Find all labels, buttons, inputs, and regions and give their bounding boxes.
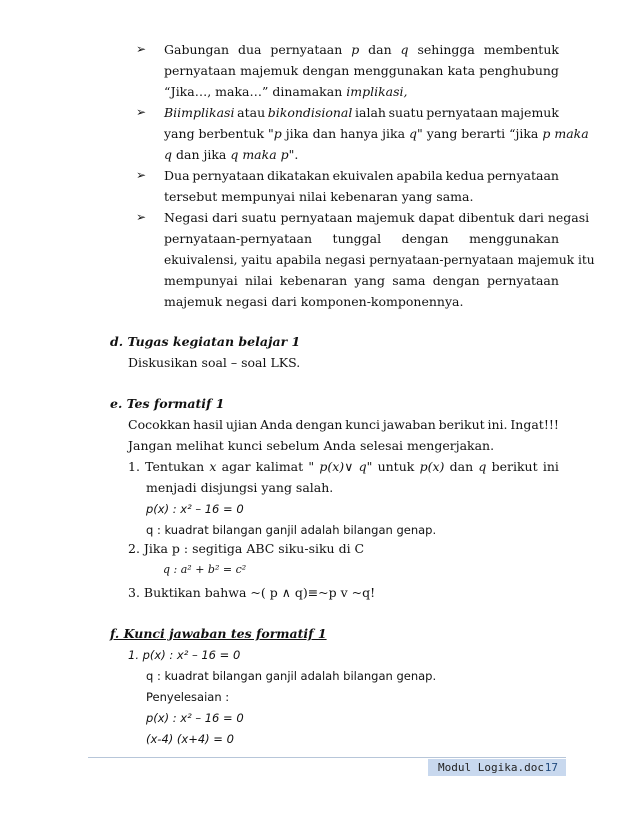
section-e-intro-2: Jangan melihat kunci sebelum Anda selesai mengerjakan.: [128, 438, 495, 453]
section-d-heading: d. Tugas kegiatan belajar 1: [110, 334, 301, 349]
bullet-2-line-2: yang berbentuk "p jika dan hanya jika q" yang berarti “jika p maka: [164, 126, 589, 141]
page-footer: [428, 759, 566, 776]
answer-line-4: p(x) : x² – 16 = 0: [146, 711, 244, 725]
bullet-4-line-1: Negasi dari suatu pernyataan majemuk dapat dibentuk dari negasi: [164, 210, 590, 225]
bullet-2-line-1: Biimplikasi atau bikondisional ialah suatu pernyataan majemuk: [164, 105, 559, 120]
bullet-3-line-2: tersebut mempunyai nilai kebenaran yang sama.: [164, 189, 474, 204]
footer-rule: [88, 757, 566, 758]
arrowhead-bullet-icon: ➢: [136, 210, 147, 224]
arrowhead-bullet-icon: ➢: [136, 105, 147, 119]
bullet-2-line-3: q dan jika q maka p".: [164, 147, 299, 162]
answer-line-1: 1. p(x) : x² – 16 = 0: [128, 648, 241, 662]
bullet-3-line-1: Dua pernyataan dikatakan ekuivalen apabila kedua pernyataan: [164, 168, 559, 183]
section-e-heading: e. Tes formatif 1: [110, 396, 225, 411]
question-3: 3. Buktikan bahwa ~( p ∧ q)≡~p v ~q!: [128, 585, 376, 600]
bullet-4-line-5: majemuk negasi dari komponen-komponennya.: [164, 294, 464, 309]
answer-line-2: q : kuadrat bilangan ganjil adalah bilangan genap.: [146, 669, 437, 683]
section-d-text: Diskusikan soal – soal LKS.: [128, 355, 301, 370]
footer-label: Modul Logika.doc: [438, 761, 544, 774]
answer-line-5: (x-4) (x+4) = 0: [146, 732, 234, 746]
page-number: 17: [544, 761, 558, 774]
answer-line-3: Penyelesaian :: [146, 690, 230, 704]
bullet-4-line-4: mempunyai nilai kebenaran yang sama dengan pernyataan: [164, 273, 559, 288]
arrowhead-bullet-icon: ➢: [136, 42, 147, 56]
question-1-line-1: 1. Tentukan x agar kalimat " p(x)∨ q" untuk p(x) dan q berikut ini: [128, 459, 559, 474]
arrowhead-bullet-icon: ➢: [136, 168, 147, 182]
question-1-q: q : kuadrat bilangan ganjil adalah bilangan genap.: [146, 523, 437, 537]
bullet-1-line-3: “Jika…, maka…” dinamakan implikasi,: [164, 84, 408, 99]
section-f-heading: f. Kunci jawaban tes formatif 1: [110, 626, 327, 641]
question-2-p: 2. Jika p : segitiga ABC siku-siku di C: [128, 541, 365, 556]
question-2-q: q : a² + b² = c²: [163, 563, 247, 576]
bullet-4-line-2: pernyataan-pernyataan tunggal dengan menggunakan: [164, 231, 559, 246]
bullet-4-line-3: ekuivalensi, yaitu apabila negasi pernyataan-pernyataan majemuk itu: [164, 253, 595, 267]
question-1-line-2: menjadi disjungsi yang salah.: [146, 480, 334, 495]
question-1-px: p(x) : x² – 16 = 0: [146, 502, 244, 516]
section-e-intro-1: Cocokkan hasil ujian Anda dengan kunci jawaban berikut ini. Ingat!!!: [128, 417, 559, 432]
bullet-1-line-2: pernyataan majemuk dengan menggunakan kata penghubung: [164, 63, 559, 78]
bullet-1-line-1: Gabungan dua pernyataan p dan q sehingga membentuk: [164, 42, 559, 57]
